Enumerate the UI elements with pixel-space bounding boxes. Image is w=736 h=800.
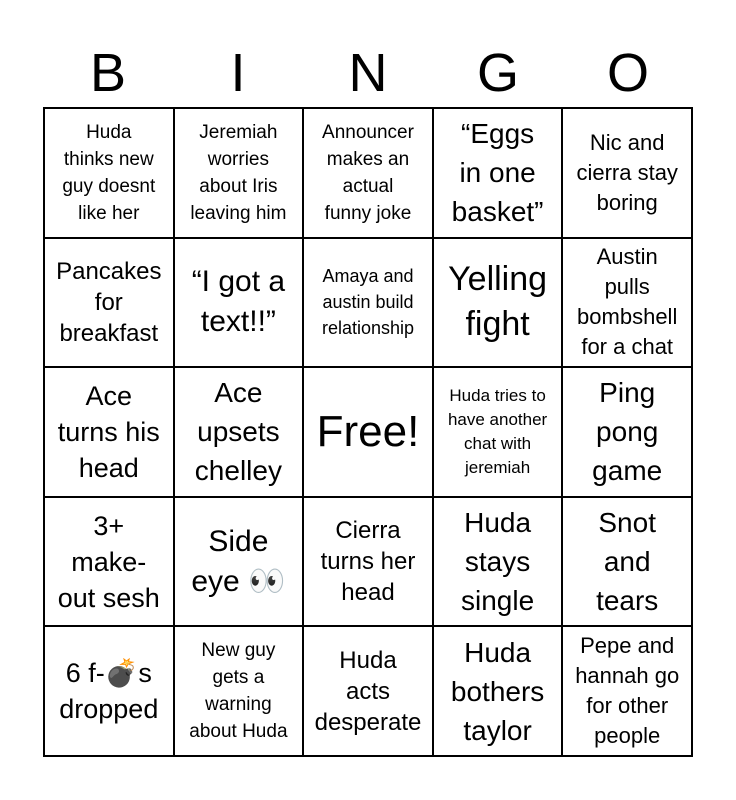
cell-text: Amaya and austin build relationship [321, 266, 415, 339]
cell-text: Announcer makes an actual funny joke [322, 121, 414, 224]
bingo-cell[interactable] [303, 238, 433, 368]
bingo-cell[interactable] [433, 367, 563, 497]
bingo-cell[interactable] [44, 367, 174, 497]
bingo-cell[interactable] [562, 108, 692, 238]
cell-text: Huda bothers taylor [450, 636, 545, 746]
cell-text: Huda acts desperate [314, 646, 422, 736]
cell-text: 6 f-💣s dropped [59, 658, 159, 725]
cell-text: Pancakes for breakfast [56, 257, 162, 347]
cell-text: Huda thinks new guy doesnt like her [62, 121, 156, 224]
cell-text: Jeremiah worries about Iris leaving him [190, 121, 287, 224]
bingo-cell[interactable] [433, 108, 563, 238]
bingo-cell[interactable] [303, 626, 433, 756]
bingo-cell[interactable] [44, 497, 174, 627]
bingo-cell[interactable] [174, 497, 304, 627]
free-space[interactable] [303, 367, 433, 497]
bingo-cell[interactable] [433, 626, 563, 756]
bingo-cell[interactable] [174, 367, 304, 497]
header-letter-n: N [348, 43, 388, 103]
header-letter-o: O [606, 43, 649, 103]
bingo-cell[interactable] [303, 108, 433, 238]
cell-text: Nic and cierra stay boring [576, 129, 678, 215]
cell-text: “I got a text!!” [191, 265, 286, 339]
cell-text: Snot and tears [596, 507, 659, 617]
cell-text: Ace turns his head [57, 380, 160, 483]
cell-text: Cierra turns her head [320, 517, 416, 607]
bingo-cell[interactable] [562, 238, 692, 368]
cell-text: New guy gets a warning about Huda [189, 640, 288, 743]
bingo-header [43, 38, 693, 108]
bingo-cell[interactable] [174, 108, 304, 238]
header-letter-i: I [230, 43, 246, 103]
cell-text: Ping pong game [592, 377, 663, 487]
cell-text: 3+ make- out sesh [57, 510, 160, 613]
bingo-cell[interactable] [562, 497, 692, 627]
cell-text: Ace upsets chelley [194, 377, 282, 487]
header-letter-g: G [476, 43, 519, 103]
bingo-board [43, 107, 693, 757]
bingo-cell[interactable] [433, 238, 563, 368]
cell-text: Pepe and hannah go for other people [575, 633, 680, 749]
cell-text: Free! [316, 406, 420, 456]
cell-text: Side eye 👀 [191, 524, 286, 598]
bingo-cell[interactable] [562, 626, 692, 756]
bingo-cell[interactable] [562, 367, 692, 497]
cell-text: Huda tries to have another chat with jeremiah [447, 385, 548, 477]
bingo-cell[interactable] [433, 497, 563, 627]
bingo-cell[interactable] [303, 497, 433, 627]
cell-text: Austin pulls bombshell for a chat [577, 244, 678, 360]
bingo-cell[interactable] [174, 238, 304, 368]
cell-text: Yelling fight [448, 260, 548, 344]
header-letter-b: B [89, 43, 127, 103]
cell-text: “Eggs in one basket” [451, 118, 544, 228]
bingo-cell[interactable] [44, 108, 174, 238]
bingo-cell[interactable] [44, 626, 174, 756]
bingo-cell[interactable] [174, 626, 304, 756]
cell-text: Huda stays single [461, 507, 535, 617]
bingo-cell[interactable] [44, 238, 174, 368]
